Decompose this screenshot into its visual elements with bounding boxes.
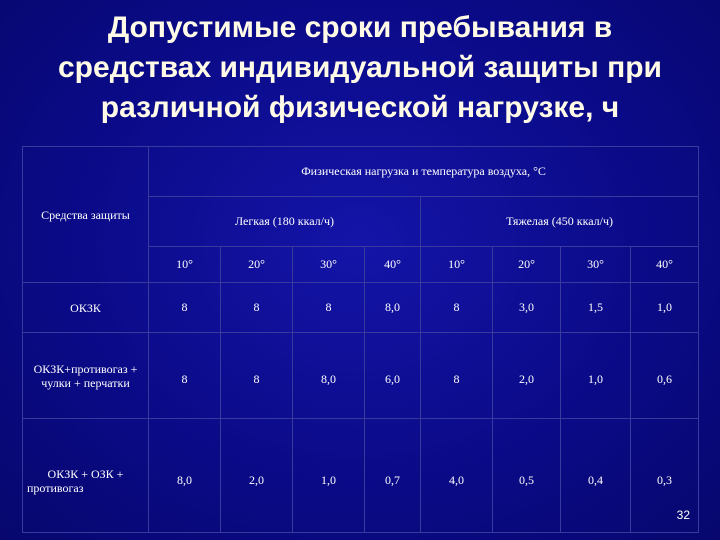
table-cell: 8,0	[365, 283, 421, 333]
table-row	[23, 333, 699, 419]
table-row	[23, 419, 699, 533]
row-label: ОКЗК+противогаз + чулки + перчатки	[23, 333, 149, 419]
temp-header: 20°	[221, 247, 293, 283]
table-cell: 8	[149, 283, 221, 333]
table-cell: 8	[293, 283, 365, 333]
row-label: ОКЗК + ОЗК + противогаз	[23, 419, 149, 533]
table-cell: 6,0	[365, 333, 421, 419]
table-cell: 0,3	[631, 419, 699, 533]
page-number: 32	[676, 508, 690, 522]
temp-header: 20°	[493, 247, 561, 283]
slide-title	[0, 8, 720, 128]
table-row	[23, 283, 699, 333]
load-heavy-header: Тяжелая (450 ккал/ч)	[506, 214, 614, 228]
table-cell: 0,5	[493, 419, 561, 533]
load-light-cell	[149, 197, 421, 247]
title-line-3: различной физической нагрузке, ч	[100, 91, 620, 124]
table-cell: 8,0	[293, 333, 365, 419]
table-cell: 1,5	[561, 283, 631, 333]
table-cell: 2,0	[493, 333, 561, 419]
load-light-header: Легкая (180 ккал/ч)	[234, 214, 335, 228]
table-cell: 2,0	[221, 419, 293, 533]
table-cell: 8	[149, 333, 221, 419]
table-cell: 0,6	[631, 333, 699, 419]
temp-header: 30°	[293, 247, 365, 283]
group-header: Физическая нагрузка и температура воздуха, °С	[301, 164, 546, 178]
row-label: ОКЗК	[23, 283, 149, 333]
table-cell: 8,0	[149, 419, 221, 533]
temp-header: 10°	[421, 247, 493, 283]
title-line-2: средствах индивидуальной защиты при	[58, 51, 662, 84]
group-header-cell	[149, 147, 699, 197]
table-cell: 1,0	[631, 283, 699, 333]
table-cell: 3,0	[493, 283, 561, 333]
corner-header-cell	[23, 147, 149, 283]
table-cell: 1,0	[561, 333, 631, 419]
temp-header: 30°	[561, 247, 631, 283]
table-cell: 8	[221, 333, 293, 419]
temp-header: 10°	[149, 247, 221, 283]
load-heavy-cell	[421, 197, 699, 247]
corner-header: Средства защиты	[41, 207, 130, 222]
table-cell: 8	[221, 283, 293, 333]
temp-header: 40°	[631, 247, 699, 283]
protection-time-table	[22, 146, 699, 533]
table-cell: 4,0	[421, 419, 493, 533]
table-cell: 8	[421, 333, 493, 419]
title-line-1: Допустимые сроки пребывания в	[107, 11, 613, 44]
temp-header: 40°	[365, 247, 421, 283]
table-cell: 1,0	[293, 419, 365, 533]
table-cell: 8	[421, 283, 493, 333]
table-cell: 0,7	[365, 419, 421, 533]
table-cell: 0,4	[561, 419, 631, 533]
